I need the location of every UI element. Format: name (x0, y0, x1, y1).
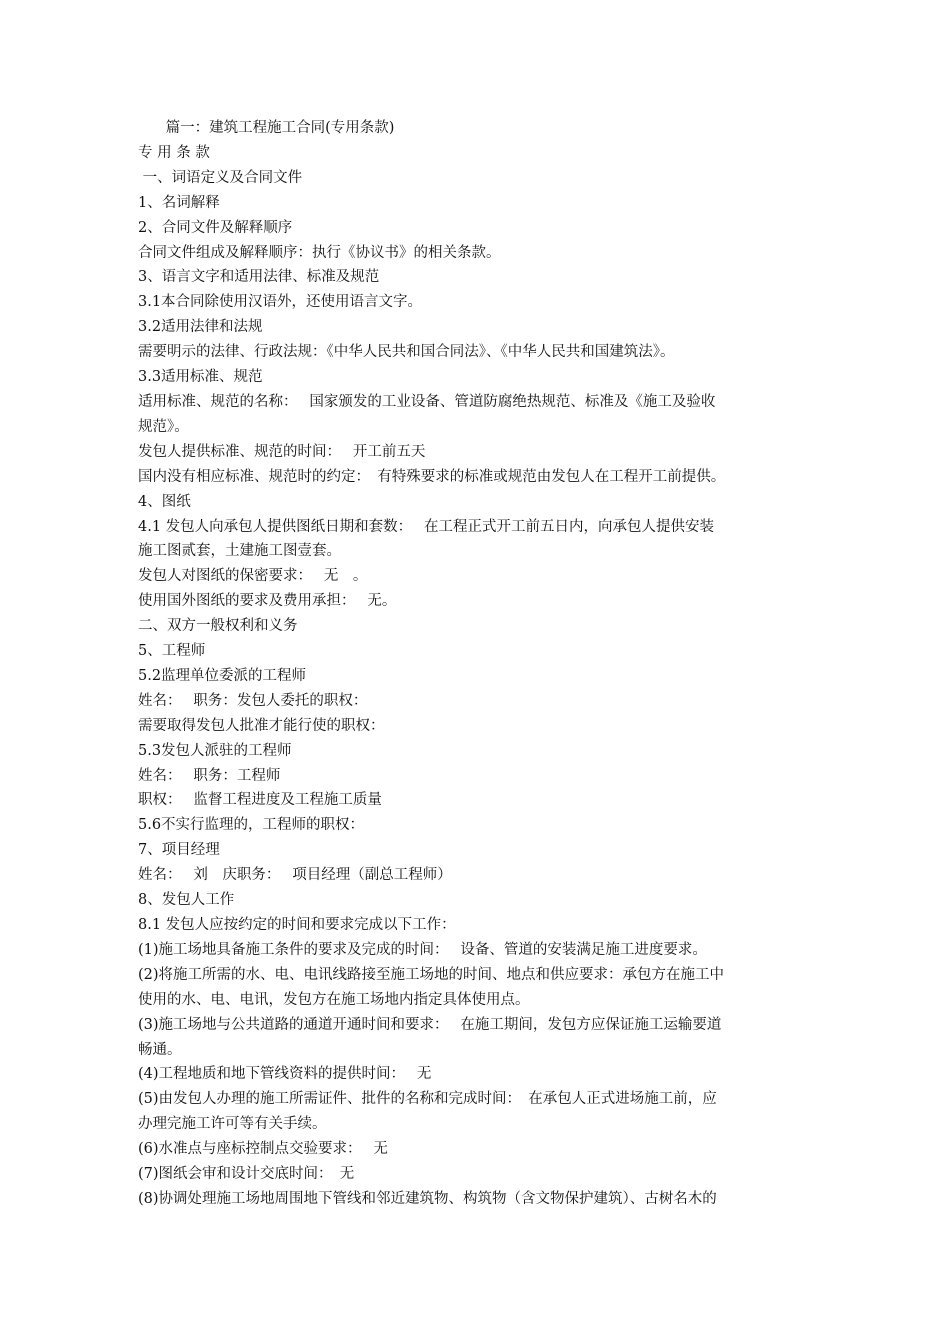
document-title: 篇一：建筑工程施工合同(专用条款) (138, 120, 395, 136)
clause-text: 规范》。 (138, 418, 189, 435)
clause-text: 需要取得发包人批准才能行使的职权： (138, 717, 385, 734)
clause-text: 国内没有相应标准、规范时的约定： 有特殊要求的标准或规范由发包人在工程开工前提供。 (138, 468, 726, 485)
clause-text: 发包人提供标准、规范的时间： 开工前五天 (138, 443, 426, 460)
clause-item: (3)施工场地与公共道路的通道开通时间和要求： 在施工期间，发包方应保证施工运输要道 (138, 1016, 722, 1033)
clause-heading: 8、发包人工作 (138, 892, 235, 909)
clause-item: 办理完施工许可等有关手续。 (138, 1116, 327, 1133)
clause-heading: 3、语言文字和适用法律、标准及规范 (138, 269, 380, 286)
clause-text: 适用标准、规范的名称： 国家颁发的工业设备、管道防腐绝热规范、标准及《施工及验收 (138, 393, 716, 410)
clause-text: 合同文件组成及解释顺序：执行《协议书》的相关条款。 (138, 244, 501, 261)
clause-item: (1)施工场地具备施工条件的要求及完成的时间： 设备、管道的安装满足施工进度要求。 (138, 941, 707, 958)
section-heading: 专 用 条 款 (138, 144, 210, 161)
clause-text: 姓名： 职务：发包人委托的职权： (138, 692, 368, 709)
section-heading: 二、双方一般权利和义务 (138, 618, 298, 635)
clause-text: 施工图贰套，土建施工图壹套。 (138, 543, 341, 560)
clause-text: 姓名： 职务：工程师 (138, 767, 281, 784)
clause-text: 5.6不实行监理的，工程师的职权： (138, 817, 365, 834)
clause-text: 姓名： 刘 庆职务： 项目经理（副总工程师） (138, 867, 452, 884)
clause-heading: 3.2适用法律和法规 (138, 319, 263, 336)
clause-heading: 4、图纸 (138, 493, 191, 510)
clause-item: (4)工程地质和地下管线资料的提供时间： 无 (138, 1066, 432, 1083)
clause-text: 3.1本合同除使用汉语外，还使用语言文字。 (138, 294, 423, 311)
clause-text: 4.1 发包人向承包人提供图纸日期和套数： 在工程正式开工前五日内，向承包人提供安装 (138, 518, 715, 535)
clause-item: 畅通。 (138, 1041, 182, 1058)
clause-heading: 1、名词解释 (138, 194, 220, 211)
clause-heading: 5.2监理单位委派的工程师 (138, 667, 307, 684)
clause-item: 使用的水、电、电讯，发包方在施工场地内指定具体使用点。 (138, 991, 530, 1008)
clause-heading: 3.3适用标准、规范 (138, 369, 263, 386)
clause-text: 职权： 监督工程进度及工程施工质量 (138, 792, 382, 809)
clause-heading: 5.3发包人派驻的工程师 (138, 742, 292, 759)
clause-text: 发包人对图纸的保密要求： 无 。 (138, 568, 368, 585)
clause-item: (6)水准点与座标控制点交验要求： 无 (138, 1141, 388, 1158)
clause-heading: 2、合同文件及解释顺序 (138, 219, 293, 236)
section-heading: 一、词语定义及合同文件 (138, 169, 303, 186)
clause-heading: 5、工程师 (138, 643, 206, 660)
clause-text: 使用国外图纸的要求及费用承担： 无。 (138, 593, 397, 610)
clause-text: 8.1 发包人应按约定的时间和要求完成以下工作： (138, 917, 456, 933)
document-body (138, 116, 818, 1212)
clause-item: (5)由发包人办理的施工所需证件、批件的名称和完成时间： 在承包人正式进场施工前，应 (138, 1091, 717, 1108)
clause-item: (8)协调处理施工场地周围地下管线和邻近建筑物、构筑物（含文物保护建筑）、古树名木的 (138, 1190, 717, 1207)
clause-heading: 7、项目经理 (138, 842, 220, 859)
clause-item: (2)将施工所需的水、电、电讯线路接至施工场地的时间、地点和供应要求：承包方在施工中 (138, 966, 725, 983)
clause-text: 需要明示的法律、行政法规：《中华人民共和国合同法》、《中华人民共和国建筑法》。 (138, 344, 675, 361)
clause-item: (7)图纸会审和设计交底时间： 无 (138, 1166, 355, 1183)
